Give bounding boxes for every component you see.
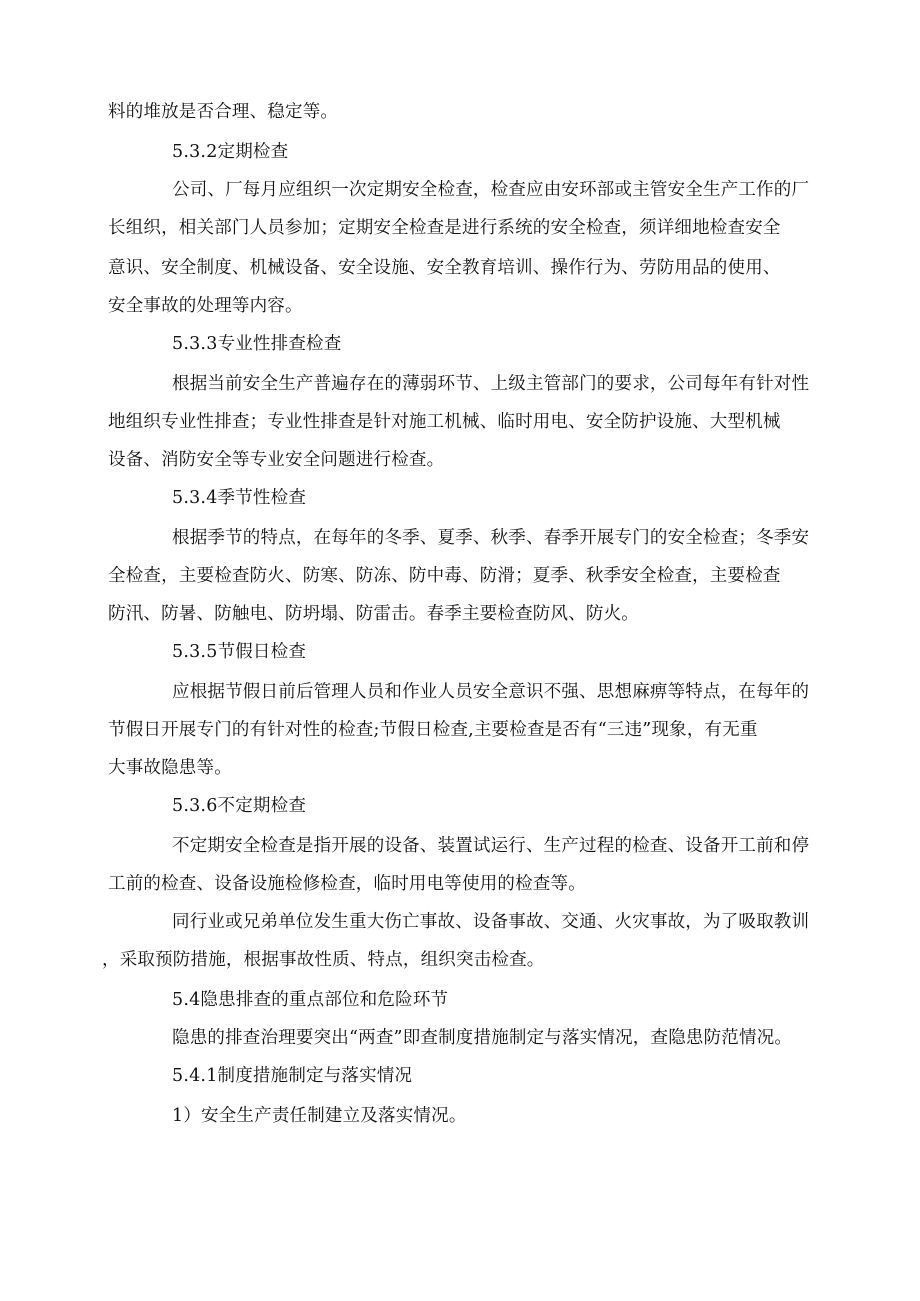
section-heading: 5.3.5节假日检查: [172, 642, 307, 662]
text-line: 地组织专业性排查；专业性排查是针对施工机械、临时用电、安全防护设施、大型机械: [108, 412, 781, 432]
text-line: 意识、安全制度、机械设备、安全设施、安全教育培训、操作行为、劳防用品的使用、: [108, 258, 781, 278]
text-line: 应根据节假日前后管理人员和作业人员安全意识不强、思想麻痹等特点，在每年的: [172, 682, 810, 702]
text-line: 长组织，相关部门人员参加；定期安全检查是进行系统的安全检查，须详细地检查安全: [108, 218, 781, 238]
text-line: 同行业或兄弟单位发生重大伤亡事故、设备事故、交通、火灾事故，为了吸取教训: [172, 912, 810, 932]
text-line: ，采取预防措施，根据事故性质、特点，组织突击检查。: [102, 950, 545, 970]
section-heading: 5.3.2定期检查: [172, 142, 289, 162]
text-line: 设备、消防安全等专业安全问题进行检查。: [108, 450, 445, 470]
list-item: 1）安全生产责任制建立及落实情况。: [172, 1106, 467, 1126]
text-line: 大事故隐患等。: [108, 758, 232, 778]
text-line: 隐患的排查治理要突出“两查”即查制度措施制定与落实情况，查隐患防范情况。: [172, 1028, 793, 1048]
text-line: 全检查，主要检查防火、防寒、防冻、防中毒、防滑；夏季、秋季安全检查，主要检查: [108, 566, 781, 586]
section-heading: 5.4隐患排查的重点部位和危险环节: [172, 990, 449, 1010]
text-line: 防汛、防暑、防触电、防坍塌、防雷击。春季主要检查防风、防火。: [108, 604, 639, 624]
section-heading: 5.3.3专业性排查检查: [172, 334, 342, 354]
text-line: 不定期安全检查是指开展的设备、装置试运行、生产过程的检查、设备开工前和停: [172, 836, 810, 856]
text-line: 根据当前安全生产普遍存在的薄弱环节、上级主管部门的要求，公司每年有针对性: [172, 374, 810, 394]
text-line: 安全事故的处理等内容。: [108, 296, 303, 316]
section-heading: 5.3.4季节性检查: [172, 488, 307, 508]
section-heading: 5.4.1制度措施制定与落实情况: [172, 1066, 413, 1086]
text-line: 公司、厂每月应组织一次定期安全检查，检查应由安环部或主管安全生产工作的厂: [172, 180, 810, 200]
section-heading: 5.3.6不定期检查: [172, 796, 307, 816]
text-line: 工前的检查、设备设施检修检查，临时用电等使用的检查等。: [108, 874, 586, 894]
text-line: 根据季节的特点，在每年的冬季、夏季、秋季、春季开展专门的安全检查；冬季安: [172, 528, 810, 548]
text-line: 料的堆放是否合理、稳定等。: [108, 102, 339, 122]
text-line: 节假日开展专门的有针对性的检查;节假日检查,主要检查是否有“三违”现象，有无重: [108, 720, 758, 740]
